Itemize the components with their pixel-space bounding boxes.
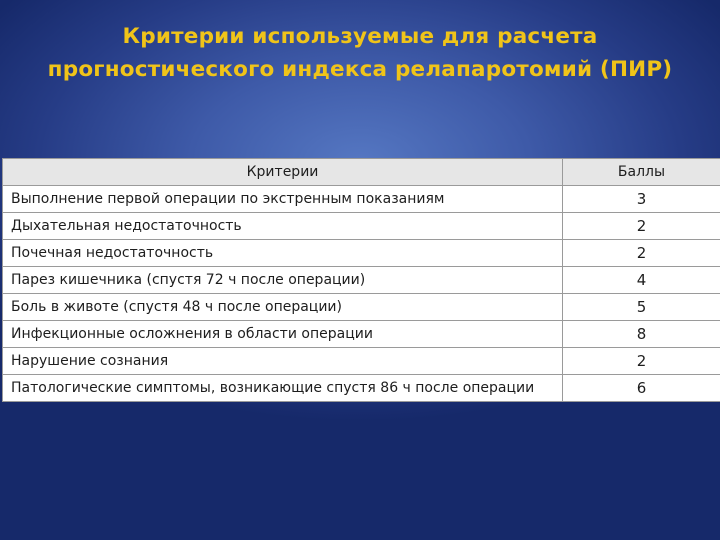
- criterion-cell: Инфекционные осложнения в области операции: [3, 321, 563, 348]
- table-row: [3, 213, 720, 240]
- score-cell: 2: [563, 348, 720, 375]
- score-cell: 4: [563, 267, 720, 294]
- table-row: [3, 267, 720, 294]
- criteria-table: [2, 158, 720, 402]
- criteria-table-container: [2, 158, 720, 402]
- score-cell: 6: [563, 375, 720, 402]
- column-header-score: Баллы: [563, 159, 720, 186]
- criterion-cell: Нарушение сознания: [3, 348, 563, 375]
- slide-title-line-1: Критерии используемые для расчета: [122, 24, 598, 50]
- criterion-cell: Парез кишечника (спустя 72 ч после операции): [3, 267, 563, 294]
- slide-title: [0, 20, 720, 86]
- table-row: [3, 294, 720, 321]
- score-cell: 8: [563, 321, 720, 348]
- criterion-cell: Почечная недостаточность: [3, 240, 563, 267]
- score-cell: 3: [563, 186, 720, 213]
- column-header-criteria: Критерии: [3, 159, 563, 186]
- table-row: [3, 240, 720, 267]
- criterion-cell: Боль в животе (спустя 48 ч после операции): [3, 294, 563, 321]
- table-row: [3, 375, 720, 402]
- table-row: [3, 321, 720, 348]
- criterion-cell: Дыхательная недостаточность: [3, 213, 563, 240]
- score-cell: 5: [563, 294, 720, 321]
- table-row: [3, 186, 720, 213]
- criterion-cell: Патологические симптомы, возникающие спустя 86 ч после операции: [3, 375, 563, 402]
- score-cell: 2: [563, 240, 720, 267]
- criterion-cell: Выполнение первой операции по экстренным показаниям: [3, 186, 563, 213]
- table-header-row: [3, 159, 720, 186]
- table-row: [3, 348, 720, 375]
- score-cell: 2: [563, 213, 720, 240]
- slide-title-line-2: прогностического индекса релапаротомий (ПИР): [47, 57, 673, 83]
